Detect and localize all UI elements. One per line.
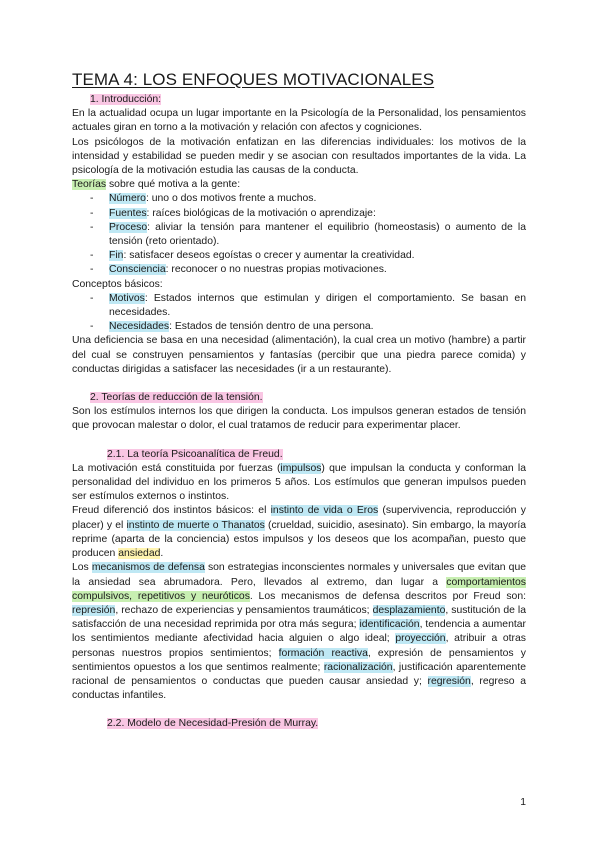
paragraph: En la actualidad ocupa un lugar importante en la Psicología de la Personalidad, los pensamientos actuales giran en torno a la motivación y relación con afectos y cogniciones. xyxy=(72,108,526,134)
theories-list xyxy=(72,192,526,277)
paragraph: Una deficiencia se basa en una necesidad (alimentación), la cual crea un motivo (hambre) a partir del cual se construyen pensamientos y fantasías (percibir que una piedra parece comida) y conductas dirigidas a satisfacer las necesidades (ir a un restaurante). xyxy=(72,335,526,375)
list-item: - Número: uno o dos motivos frente a muchos. xyxy=(72,192,526,206)
list-item: - Fin: satisfacer deseos egoístas o crecer y aumentar la creatividad. xyxy=(72,249,526,263)
section-1-heading: 1. Introducción: xyxy=(90,94,162,105)
list-item: - Fuentes: raíces biológicas de la motivación o aprendizaje: xyxy=(72,207,526,221)
paragraph: Freud diferenció dos instintos básicos: el instinto de vida o Eros (supervivencia, reproducción y placer) y el instinto de muerte o Thanatos (crueldad, suicidio, asesinato). Sin embargo, la mayoría reprime (aparta de la conciencia) estos impulsos y los deseos que los acompañan, puesto que producen ansiedad. xyxy=(72,505,526,560)
paragraph: La motivación está constituida por fuerzas (impulsos) que impulsan la conducta y conforman la personalidad del individuo en los primeros 5 años. Los estímulos que generan impulsos pueden ser estímulos externos o instintos. xyxy=(72,462,526,503)
concepts-list xyxy=(72,292,526,335)
concepts-label: Conceptos básicos: xyxy=(72,278,163,290)
paragraph: Los psicólogos de la motivación enfatizan en las diferencias individuales: los motivos de la intensidad y estabilidad se pueden medir y se asocian con resultados importantes de la vida. La psicología de la motivación estudia las causas de la conducta. xyxy=(72,136,526,177)
section-2-heading: 2. Teorías de reducción de la tensión. xyxy=(90,392,263,404)
document-title: TEMA 4: LOS ENFOQUES MOTIVACIONALES xyxy=(72,70,435,89)
paragraph: Son los estímulos internos los que dirigen la conducta. Los impulsos generan estados de tensión que provocan malestar o dolor, el cual tratamos de reducir para experimentar placer. xyxy=(72,406,526,432)
page-number: 1 xyxy=(520,797,526,808)
list-item: - Necesidades: Estados de tensión dentro de una persona. xyxy=(72,320,526,334)
section-2-1-heading: 2.1. La teoría Psicoanalítica de Freud. xyxy=(107,448,283,460)
section-2-2-heading: 2.2. Modelo de Necesidad-Presión de Murray. xyxy=(107,718,319,730)
document-page xyxy=(72,70,526,732)
list-item: - Motivos: Estados internos que estimulan y dirigen el comportamiento. Se basan en necesidades. xyxy=(72,292,526,320)
theories-intro: Teorías sobre qué motiva a la gente: xyxy=(72,179,241,191)
list-item: - Proceso: aliviar la tensión para mantener el equilibrio (homeostasis) o aumento de la tensión (reto orientado). xyxy=(72,221,526,249)
list-item: - Consciencia: reconocer o no nuestras propias motivaciones. xyxy=(72,263,526,277)
paragraph: Los mecanismos de defensa son estrategias inconscientes normales y universales que evitan que la ansiedad sea abrumadora. Pero, llevados al extremo, dan lugar a comportamientos compulsivos, repetitivos y neuróticos. Los mecanismos de defensa descritos por Freud son: represión, rechazo de experiencias y pensamientos traumáticos; desplazamiento, sustitución de la satisfacción de una necesidad reprimida por otra más segura; identificación, tendencia a aumentar los sentimientos mediante afectividad hacia alguien o algo ideal; proyección, atribuir a otras personas nuestros propios sentimientos; formación reactiva, expresión de pensamientos y sentimientos opuestos a los que sentimos realmente; racionalización, justificación aparentemente racional de pensamientos o conductas que pueden causar ansiedad y; regresión, regreso a conductas infantiles. xyxy=(72,562,526,702)
